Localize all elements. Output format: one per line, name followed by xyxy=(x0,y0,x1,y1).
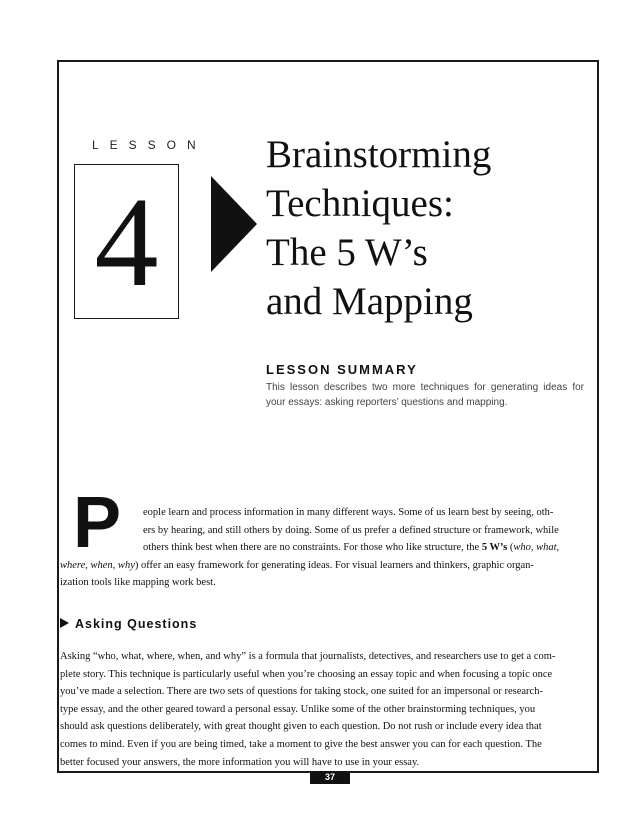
body-line-6: comes to mind. Even if you are being timed, take a moment to give the best answer you can for each question. The xyxy=(60,738,542,750)
body-line-5: should ask questions deliberately, with great thought given to each question. Do not rush or include every idea that xyxy=(60,721,542,733)
section-heading xyxy=(60,617,197,631)
five-ws-term: 5 W’s xyxy=(481,542,508,553)
summary-heading: LESSON SUMMARY xyxy=(266,362,418,377)
title-line-4: and Mapping xyxy=(266,280,473,323)
intro-italic-who-what: who, what, xyxy=(513,542,560,553)
section-heading-text: Asking Questions xyxy=(75,617,198,631)
lesson-number-box xyxy=(74,164,179,319)
summary-text: This lesson describes two more techniques for generating ideas for your essays: asking reporters’ questions and mapping. xyxy=(266,382,584,408)
intro-line-3-text: others think best when there are no constraints. For those who like structure, the xyxy=(143,542,482,553)
triangle-arrow-icon xyxy=(211,176,257,272)
drop-cap: P xyxy=(73,483,122,563)
lesson-title xyxy=(266,130,491,326)
intro-line-4 xyxy=(60,557,582,575)
body-line-3: you’ve made a selection. There are two sets of questions for taking stock, one suited for an impersonal or research- xyxy=(60,686,543,698)
title-line-1: Brainstorming xyxy=(266,133,492,176)
intro-line-5: ization tools like mapping work best. xyxy=(60,577,216,588)
intro-paragraph xyxy=(60,504,582,592)
title-line-3: The 5 W’s xyxy=(266,231,428,274)
page-number: 37 xyxy=(310,771,350,784)
body-paragraph xyxy=(60,648,582,771)
body-line-1: Asking “who, what, where, when, and why” is a formula that journalists, detectives, and researchers use to get a com- xyxy=(60,651,556,662)
lesson-label: LESSON xyxy=(92,138,207,152)
body-line-7: better focused your answers, the more information you will have to use in your essay. xyxy=(60,756,420,768)
intro-line-4-text: ) offer an easy framework for generating ideas. For visual learners and thinkers, graphic organ- xyxy=(134,559,534,571)
title-line-2: Techniques: xyxy=(266,182,454,225)
section-triangle-icon xyxy=(60,618,69,628)
lesson-number: 4 xyxy=(94,171,159,313)
body-line-4: type essay, and the other geared toward a personal essay. Unlike some of the other brainstorming techniques, you xyxy=(60,703,536,715)
intro-line-1: eople learn and process information in many different ways. Some of us learn best by seeing, oth- xyxy=(143,507,554,518)
intro-line-2: ers by hearing, and still others by doing. Some of us prefer a defined structure or framework, while xyxy=(143,524,559,536)
intro-line-3 xyxy=(60,539,582,557)
intro-italic-where-when-why: where, when, why xyxy=(60,559,135,571)
intro-paren: ( xyxy=(507,542,514,553)
body-line-2: plete story. This technique is particularly useful when you’re choosing an essay topic and when focusing a topic once xyxy=(60,668,553,680)
